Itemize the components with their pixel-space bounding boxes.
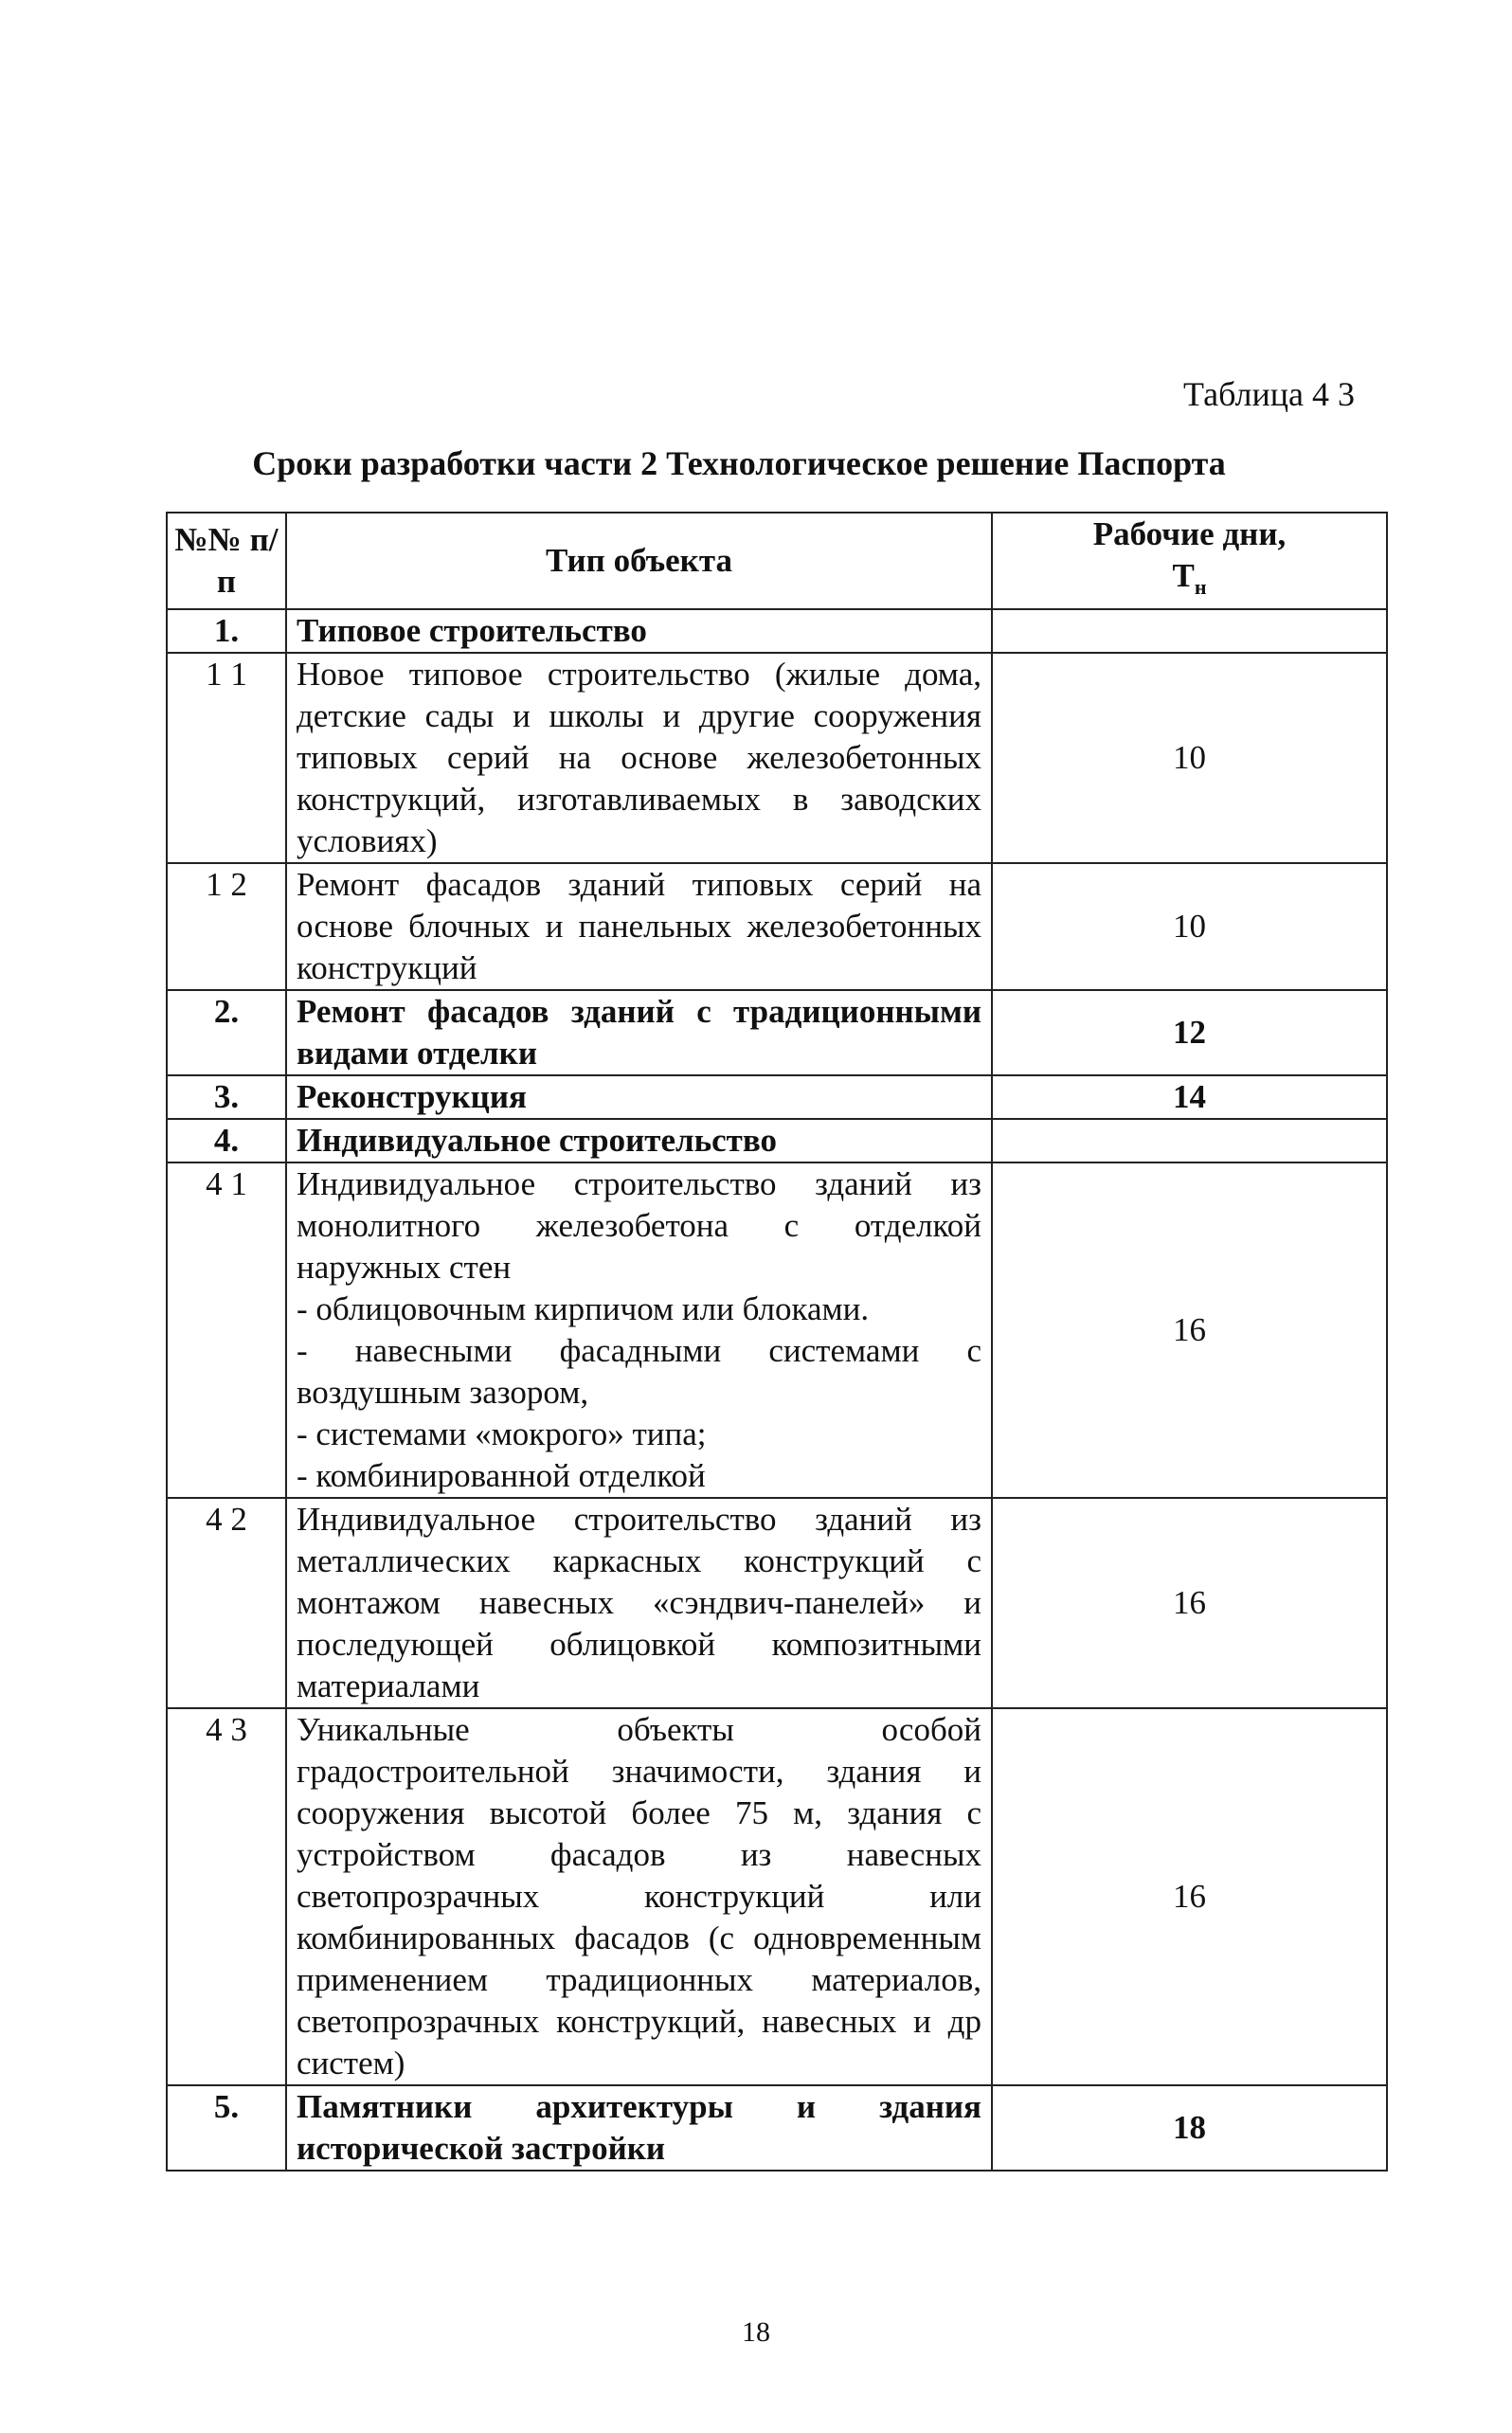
row-days: 16 bbox=[992, 1162, 1387, 1498]
table-label: Таблица 4 3 bbox=[1183, 375, 1355, 413]
table-row bbox=[167, 1498, 1387, 1708]
header-num: №№ п/п bbox=[167, 513, 286, 609]
row-type: Индивидуальное строительство зданий из металлических каркасных конструкций с монтажом навесных «сэндвич-панелей» и последующей облицовкой композитными материалами bbox=[286, 1498, 992, 1708]
table-row bbox=[167, 1119, 1387, 1162]
row-type: Типовое строительство bbox=[286, 609, 992, 653]
table-row bbox=[167, 1075, 1387, 1119]
row-days: 16 bbox=[992, 1498, 1387, 1708]
row-type: Уникальные объекты особой градостроительной значимости, здания и сооружения высотой более 75 м, здания с устройством фасадов из навесных светопрозрачных конструкций или комбинированных фасадов (с одновременным применением традиционных материалов, светопрозрачных конструкций, навесных и др систем) bbox=[286, 1708, 992, 2085]
row-num: 4 1 bbox=[167, 1162, 286, 1498]
row-type-item: - комбинированной отделкой bbox=[297, 1457, 706, 1494]
row-days: 18 bbox=[992, 2085, 1387, 2171]
row-type-item: - облицовочным кирпичом или блоками. bbox=[297, 1290, 870, 1327]
row-num: 5. bbox=[167, 2085, 286, 2171]
row-type: Индивидуальное строительство bbox=[286, 1119, 992, 1162]
header-days-subscript: н bbox=[1194, 575, 1207, 599]
table-row bbox=[167, 609, 1387, 653]
table-row bbox=[167, 1708, 1387, 2085]
header-days-symbol bbox=[993, 555, 1386, 608]
table-row bbox=[167, 990, 1387, 1075]
header-days bbox=[992, 513, 1387, 609]
row-num: 3. bbox=[167, 1075, 286, 1119]
row-type-text: Индивидуальное строительство зданий из монолитного железобетона с отделкой наружных стен bbox=[297, 1165, 981, 1286]
deadlines-table bbox=[166, 512, 1388, 2172]
row-type: Ремонт фасадов зданий типовых серий на основе блочных и панельных железобетонных конструкций bbox=[286, 863, 992, 990]
row-num: 4 3 bbox=[167, 1708, 286, 2085]
row-num: 4. bbox=[167, 1119, 286, 1162]
table-header-row bbox=[167, 513, 1387, 609]
row-num: 1 1 bbox=[167, 653, 286, 863]
row-days: 10 bbox=[992, 653, 1387, 863]
row-type-item: - навесными фасадными системами с воздушным зазором, bbox=[297, 1332, 981, 1411]
row-type: Ремонт фасадов зданий с традиционными видами отделки bbox=[286, 990, 992, 1075]
table-row bbox=[167, 653, 1387, 863]
header-days-letter: Т bbox=[1172, 557, 1195, 594]
table-row bbox=[167, 1162, 1387, 1498]
row-days: 10 bbox=[992, 863, 1387, 990]
row-num: 4 2 bbox=[167, 1498, 286, 1708]
page-number: 18 bbox=[742, 2316, 770, 2348]
header-days-label: Рабочие дни, bbox=[1092, 515, 1287, 552]
row-num: 1. bbox=[167, 609, 286, 653]
row-days: 12 bbox=[992, 990, 1387, 1075]
row-days bbox=[992, 609, 1387, 653]
row-days bbox=[992, 1119, 1387, 1162]
row-type: Памятники архитектуры и здания исторической застройки bbox=[286, 2085, 992, 2171]
row-days: 14 bbox=[992, 1075, 1387, 1119]
row-type: Новое типовое строительство (жилые дома, детские сады и школы и другие сооружения типовых серий на основе железобетонных конструкций, изготавливаемых в заводских условиях) bbox=[286, 653, 992, 863]
table-row bbox=[167, 863, 1387, 990]
row-days: 16 bbox=[992, 1708, 1387, 2085]
header-type: Тип объекта bbox=[286, 513, 992, 609]
row-num: 1 2 bbox=[167, 863, 286, 990]
row-type bbox=[286, 1162, 992, 1498]
row-num: 2. bbox=[167, 990, 286, 1075]
row-type-item: - системами «мокрого» типа; bbox=[297, 1415, 707, 1452]
row-type: Реконструкция bbox=[286, 1075, 992, 1119]
table-row bbox=[167, 2085, 1387, 2171]
document-title: Сроки разработки части 2 Технологическое решение Паспорта bbox=[252, 444, 1226, 482]
